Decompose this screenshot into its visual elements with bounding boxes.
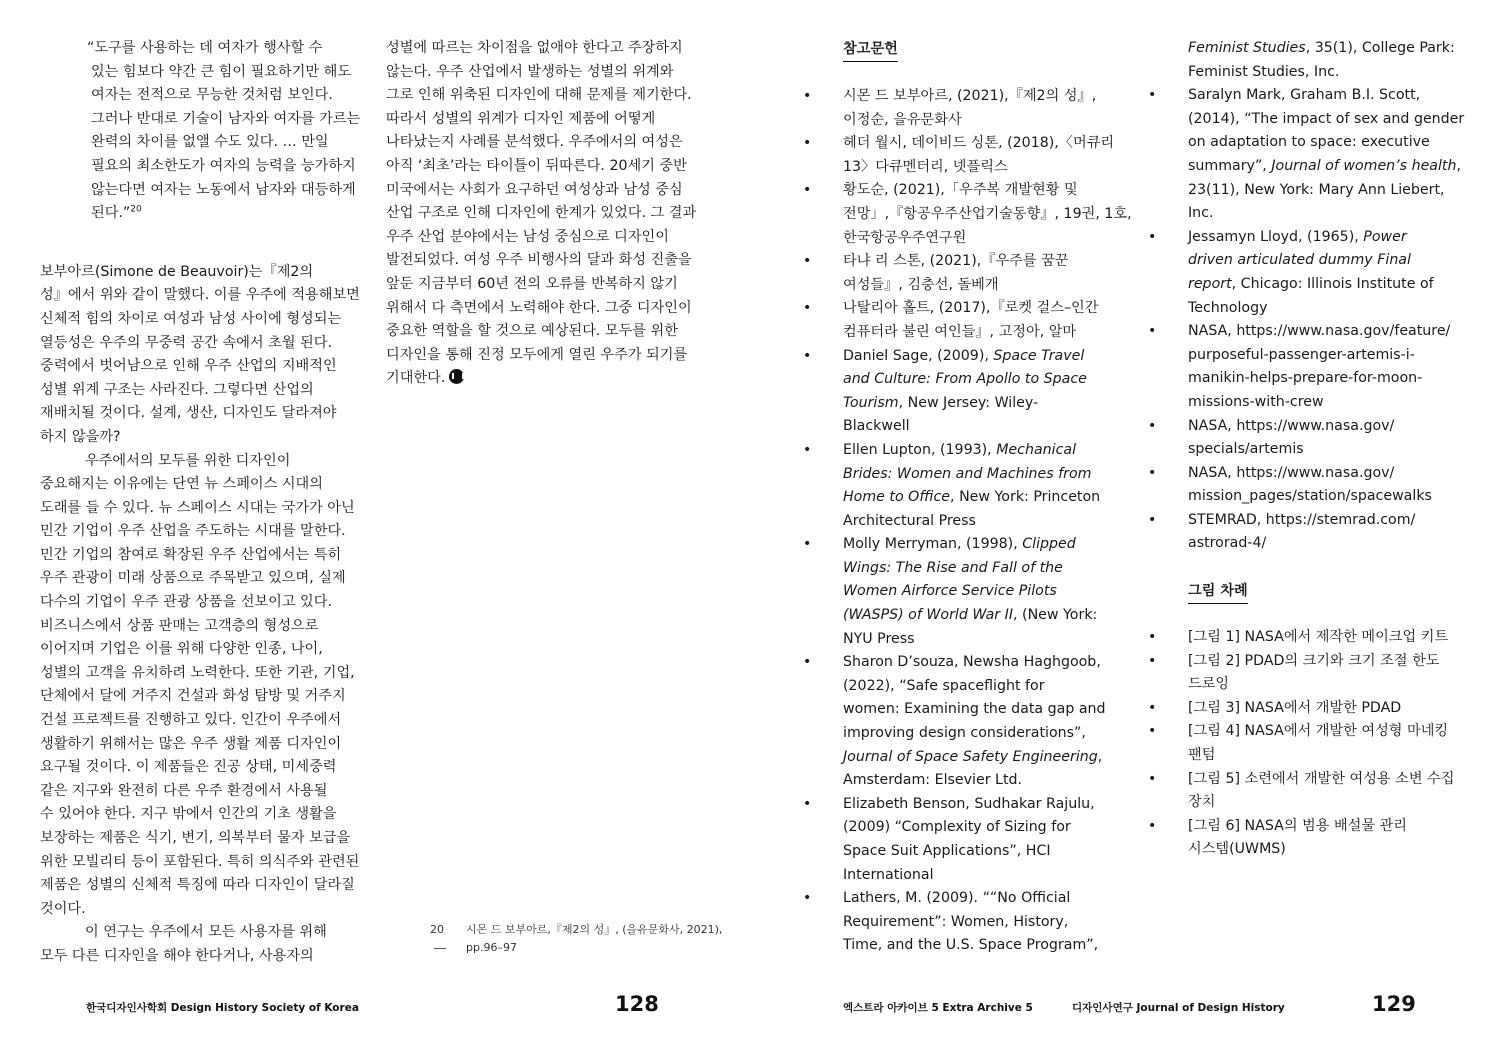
text-segment: summary”, xyxy=(1188,157,1272,174)
quote-line: 여자는 전적으로 무능한 것처럼 보인다. xyxy=(91,87,333,104)
list-item xyxy=(803,250,1133,297)
text-line xyxy=(843,156,1133,180)
text-segment: 전망」,『항공우주산업기술동향』, 19권, 1호, xyxy=(843,205,1132,222)
bullet-icon: • xyxy=(803,795,812,812)
text-segment: 23(11), New York: Mary Ann Liebert, xyxy=(1188,181,1445,198)
text-segment: Inc. xyxy=(1188,205,1214,222)
text-segment: , New Jersey: Wiley- xyxy=(898,394,1039,411)
left-column-1 xyxy=(40,37,370,969)
text-segment: Technology xyxy=(1188,299,1268,316)
text-line xyxy=(1188,273,1478,297)
text-segment: women: Examining the data gap and xyxy=(843,701,1106,718)
text-segment: (2022), “Safe spaceflight for xyxy=(843,677,1045,694)
text-line xyxy=(843,769,1133,793)
quote-line: 않는다면 여자는 노동에서 남자와 대등하게 xyxy=(91,181,356,198)
end-mark-icon xyxy=(449,369,464,384)
references-list xyxy=(1148,84,1478,556)
text-line xyxy=(1188,815,1478,839)
bullet-icon: • xyxy=(1148,652,1157,669)
text-line xyxy=(1188,744,1478,768)
text-segment: 시스템(UWMS) xyxy=(1188,841,1286,858)
text-line: 민간 기업의 참여로 확장된 우주 산업에서는 특히 xyxy=(40,546,342,563)
text-line xyxy=(1188,155,1478,179)
text-line: 보부아르(Simone de Beauvoir)는『제2의 xyxy=(40,263,314,280)
text-line: 도래를 들 수 있다. 뉴 스페이스 시대는 국가가 아닌 xyxy=(40,499,355,516)
text-line: 같은 지구와 완전히 다른 우주 환경에서 사용될 xyxy=(40,782,328,799)
text-line xyxy=(1188,626,1478,650)
list-item xyxy=(1148,509,1478,556)
footnote-text: 시몬 드 보부아르,『제2의 성』, (을유문화사, 2021), xyxy=(466,923,723,936)
text-segment: , (New York: xyxy=(1013,607,1098,624)
list-item xyxy=(803,439,1133,533)
text-line xyxy=(1188,61,1478,85)
text-line: 기대한다. xyxy=(386,370,446,387)
italic-title: Power xyxy=(1363,228,1407,245)
text-line: 이어지며 기업은 이를 위해 다양한 인종, 나이, xyxy=(40,641,323,658)
text-line: 아직 ‘최초’라는 타이틀이 뒤따른다. 20세기 중반 xyxy=(386,157,687,174)
bullet-icon: • xyxy=(1148,723,1157,740)
bullet-icon: • xyxy=(803,135,812,152)
text-line xyxy=(1188,768,1478,792)
text-line: 산업 구조로 인해 디자인에 한계가 있었다. 그 결과 xyxy=(386,205,697,222)
quote-line xyxy=(87,202,370,226)
body-paragraph xyxy=(40,450,370,922)
text-segment: , New York: Princeton xyxy=(950,489,1101,506)
text-line: 중요해지는 이유에는 단연 뉴 스페이스 시대의 xyxy=(40,476,323,493)
text-line xyxy=(843,368,1133,392)
italic-title: Space Travel xyxy=(993,347,1085,364)
text-line: 다수의 기업이 우주 관광 상품을 선보이고 있다. xyxy=(40,594,332,611)
text-line xyxy=(843,297,1133,321)
body-paragraph xyxy=(40,261,370,450)
text-segment: Time, and the U.S. Space Program”, xyxy=(843,937,1099,954)
text-line xyxy=(1188,415,1478,439)
text-line: 위해서 다 측면에서 노력해야 한다. 그중 디자인이 xyxy=(386,299,692,316)
text-line xyxy=(1188,131,1478,155)
text-segment: Feminist Studies, Inc. xyxy=(1188,63,1340,80)
text-line xyxy=(1188,367,1478,391)
text-line xyxy=(1188,791,1478,815)
text-line xyxy=(843,675,1133,699)
italic-title: Tourism xyxy=(843,394,899,411)
text-line xyxy=(1188,697,1478,721)
text-line xyxy=(1188,462,1478,486)
text-line xyxy=(843,557,1133,581)
text-segment: [그림 4] NASA에서 개발한 여성형 마네킹 xyxy=(1188,723,1449,740)
text-line xyxy=(843,793,1133,817)
list-item xyxy=(1148,462,1478,509)
text-line xyxy=(1188,84,1478,108)
text-segment: , xyxy=(1097,748,1103,765)
text-line: 중요한 역할을 할 것으로 예상된다. 모두를 위한 xyxy=(386,323,678,340)
text-line: 따라서 성별의 위계가 디자인 제품에 어떻게 xyxy=(386,110,656,127)
text-line xyxy=(1188,438,1478,462)
list-item xyxy=(1148,226,1478,320)
text-line: 요구될 것이다. 이 제품들은 진공 상태, 미세중력 xyxy=(40,759,337,776)
text-line xyxy=(843,132,1133,156)
italic-title: Journal of Space Safety Engineering xyxy=(843,748,1098,765)
text-line xyxy=(843,533,1133,557)
text-segment: Jessamyn Lloyd, (1965), xyxy=(1188,228,1364,245)
text-segment: 타냐 리 스톤, (2021),『우주를 꿈꾼 xyxy=(843,253,1069,270)
text-segment: (2009) “Complexity of Sizing for xyxy=(843,819,1071,836)
text-segment: , 35(1), College Park: xyxy=(1305,40,1455,56)
text-segment: Requirement”: Women, History, xyxy=(843,913,1069,930)
text-line xyxy=(1188,249,1478,273)
text-line: 발전되었다. 여성 우주 비행사의 달과 화성 진출을 xyxy=(386,252,692,269)
text-segment: 한국항공우주연구원 xyxy=(843,229,967,246)
text-segment: purposeful-passenger-artemis-i- xyxy=(1188,346,1415,363)
text-segment: on adaptation to space: executive xyxy=(1188,134,1430,151)
text-segment: Architectural Press xyxy=(843,512,976,529)
list-item xyxy=(1148,626,1478,650)
text-segment: specials/artemis xyxy=(1188,441,1304,458)
footnote-number: 20 xyxy=(430,921,450,957)
bullet-icon: • xyxy=(1148,629,1157,645)
bullet-icon: • xyxy=(803,182,812,199)
quote-line: 필요의 최소한도가 여자의 능력을 능가하지 xyxy=(91,157,356,174)
text-segment: 이정순, 을유문화사 xyxy=(843,111,962,128)
text-line: 앞둔 지금부터 60년 전의 오류를 반복하지 않기 xyxy=(386,275,678,292)
list-item xyxy=(803,533,1133,651)
footnote-ref[interactable]: 20 xyxy=(130,204,142,215)
text-line: 제품은 성별의 신체적 특징에 따라 디자인이 달라질 xyxy=(40,877,355,894)
text-line xyxy=(1188,202,1478,226)
text-segment: NASA, https://www.nasa.gov/ xyxy=(1188,464,1395,481)
text-segment: Daniel Sage, (2009), xyxy=(843,347,994,364)
text-line xyxy=(843,698,1133,722)
beauvoir-quote xyxy=(40,37,370,226)
text-line xyxy=(843,580,1133,604)
list-item xyxy=(1148,768,1478,815)
bullet-icon: • xyxy=(1148,699,1157,716)
list-item xyxy=(1148,84,1478,226)
bullet-icon: • xyxy=(803,88,812,104)
text-line xyxy=(843,486,1133,510)
text-line xyxy=(843,227,1133,251)
italic-title: Feminist Studies xyxy=(1188,40,1306,56)
bullet-icon: • xyxy=(1148,87,1157,104)
text-line: 디자인을 통해 진정 모두에게 열린 우주가 되기를 xyxy=(386,346,688,363)
text-line: 단체에서 달에 거주지 건설과 화성 탐방 및 거주지 xyxy=(40,688,346,705)
left-column-2 xyxy=(386,37,716,391)
text-line xyxy=(1188,650,1478,674)
text-line xyxy=(843,651,1133,675)
text-segment: Sharon D’souza, Newsha Haghgoob, xyxy=(843,654,1101,671)
text-line: 우주에서의 모두를 위한 디자인이 xyxy=(85,452,291,469)
text-segment: , Chicago: Illinois Institute of xyxy=(1231,275,1434,292)
text-segment: [그림 1] NASA에서 제작한 메이크업 키트 xyxy=(1188,629,1449,645)
list-item xyxy=(1148,815,1478,862)
text-segment: 황도순, (2021),「우주복 개발현황 및 xyxy=(843,182,1078,199)
text-line: 우주 관광이 미래 상품으로 주목받고 있으며, 실제 xyxy=(40,570,346,587)
text-segment: Space Suit Applications”, HCI xyxy=(843,843,1051,859)
text-line xyxy=(1188,297,1478,321)
quote-line: 완력의 차이를 없앨 수도 있다. … 만일 xyxy=(91,134,329,151)
italic-title: Wings: The Rise and Fall of the xyxy=(843,559,1063,576)
page-number-right: 129 xyxy=(1372,992,1416,1016)
list-item xyxy=(1148,697,1478,721)
text-segment: [그림 5] 소련에서 개발한 여성용 소변 수집 xyxy=(1188,770,1455,787)
bullet-icon: • xyxy=(803,441,812,458)
text-line: 것이다. xyxy=(40,900,86,917)
text-segment: improving design considerations”, xyxy=(843,725,1086,742)
italic-title: Home to Office xyxy=(843,489,951,506)
text-segment: Amsterdam: Elsevier Ltd. xyxy=(843,772,1023,789)
text-line: 하지 않을까? xyxy=(40,428,121,445)
text-line xyxy=(843,887,1133,911)
list-item xyxy=(803,651,1133,793)
text-line xyxy=(843,321,1133,345)
list-item xyxy=(803,297,1133,344)
text-line: 성별의 고객을 유치하려 노력한다. 또한 기관, 기업, xyxy=(40,664,355,681)
bullet-icon: • xyxy=(1148,817,1157,834)
text-line: 열등성은 우주의 무중력 공간 속에서 초월 된다. xyxy=(40,334,332,351)
text-segment: Saralyn Mark, Graham B.I. Scott, xyxy=(1188,87,1421,104)
bullet-icon: • xyxy=(803,654,812,671)
text-segment: NASA, https://www.nasa.gov/ xyxy=(1188,417,1395,434)
text-line xyxy=(843,840,1133,864)
text-segment: [그림 2] PDAD의 크기와 크기 조절 한도 xyxy=(1188,652,1440,669)
text-segment: astrorad-4/ xyxy=(1188,535,1267,552)
bullet-icon: • xyxy=(1148,417,1157,434)
bullet-icon: • xyxy=(1148,464,1157,481)
list-item xyxy=(1148,415,1478,462)
bullet-icon: • xyxy=(1148,511,1157,528)
text-line xyxy=(843,746,1133,770)
text-segment: (2014), “The impact of sex and gender xyxy=(1188,110,1465,127)
text-segment: 드로잉 xyxy=(1188,676,1230,693)
text-line xyxy=(1188,838,1478,862)
text-line xyxy=(843,85,1133,109)
quote-line: “도구를 사용하는 데 여자가 행사할 수 xyxy=(87,40,323,56)
text-line xyxy=(1188,532,1478,556)
text-segment: Blackwell xyxy=(843,418,910,435)
text-segment: , xyxy=(1456,157,1462,174)
text-line xyxy=(1188,509,1478,533)
text-line: 미국에서는 사회가 요구하던 여성상과 남성 중심 xyxy=(386,181,683,198)
footer-left-page: 한국디자인사학회 Design History Society of Korea xyxy=(86,1002,359,1014)
text-line: 우주 산업 분야에서는 남성 중심으로 디자인이 xyxy=(386,228,669,245)
text-line xyxy=(843,934,1133,958)
text-line xyxy=(1188,720,1478,744)
bullet-icon: • xyxy=(803,347,812,364)
text-line xyxy=(1188,391,1478,415)
italic-title: report xyxy=(1188,275,1232,292)
footnote-text: pp.96–97 xyxy=(466,941,517,954)
text-segment: Lathers, M. (2009). ““No Official xyxy=(843,890,1071,907)
text-segment: Elizabeth Benson, Sudhakar Rajulu, xyxy=(843,795,1095,812)
quote-line: 있는 힘보다 약간 큰 힘이 필요하기만 해도 xyxy=(91,63,352,80)
text-line xyxy=(843,109,1133,133)
text-line: 수 있어야 한다. 지구 밖에서 인간의 기초 생활을 xyxy=(40,806,337,823)
text-segment: 13〉다큐멘터리, 넷플릭스 xyxy=(843,158,1008,175)
text-line xyxy=(843,203,1133,227)
list-item xyxy=(803,179,1133,250)
text-line: 신체적 힘의 차이로 여성과 남성 사이에 형성되는 xyxy=(40,310,342,327)
text-line: 성별에 따르는 차이점을 없애야 한다고 주장하지 xyxy=(386,40,683,56)
text-line xyxy=(843,274,1133,298)
list-item xyxy=(1148,720,1478,767)
list-item xyxy=(1148,650,1478,697)
text-segment: 나탈리아 홀트, (2017),『로켓 걸스–인간 xyxy=(843,300,1099,317)
italic-title: Clipped xyxy=(1022,536,1076,553)
text-line: 비즈니스에서 상품 판매는 고객층의 형성으로 xyxy=(40,617,319,634)
quote-line-text: 된다.” xyxy=(91,205,131,222)
text-segment: 시몬 드 보부아르, (2021),『제2의 성』, xyxy=(843,88,1097,104)
references-list xyxy=(803,85,1133,958)
list-item xyxy=(803,132,1133,179)
text-line xyxy=(843,864,1133,888)
italic-title: Journal of women’s health xyxy=(1271,157,1457,174)
text-line xyxy=(1188,320,1478,344)
page-number-left: 128 xyxy=(615,992,659,1016)
bullet-icon: • xyxy=(1148,228,1157,245)
text-segment: Ellen Lupton, (1993), xyxy=(843,441,997,458)
text-line xyxy=(1188,37,1478,61)
bullet-icon: • xyxy=(803,253,812,270)
bullet-icon: • xyxy=(803,300,812,317)
text-segment: 장치 xyxy=(1188,794,1216,811)
footer-extra-archive: 엑스트라 아카이브 5 Extra Archive 5 xyxy=(843,1002,1033,1014)
text-segment: NYU Press xyxy=(843,630,915,647)
body-paragraph xyxy=(40,921,370,968)
footer-journal: 디자인사연구 Journal of Design History xyxy=(1072,1002,1285,1014)
bullet-icon: • xyxy=(803,890,812,907)
text-line xyxy=(386,367,716,391)
text-line xyxy=(843,510,1133,534)
text-segment: mission_pages/station/spacewalks xyxy=(1188,488,1432,505)
text-line xyxy=(843,392,1133,416)
text-line: 재배치될 것이다. 설계, 생산, 디자인도 달라져야 xyxy=(40,405,337,422)
text-segment: manikin-helps-prepare-for-moon- xyxy=(1188,370,1423,387)
italic-title: and Culture: From Apollo to Space xyxy=(843,371,1087,388)
text-line: 중력에서 벗어남으로 인해 우주 산업의 지배적인 xyxy=(40,358,337,375)
text-segment: [그림 3] NASA에서 개발한 PDAD xyxy=(1188,699,1402,716)
text-segment: 팬텀 xyxy=(1188,746,1216,763)
text-line xyxy=(843,722,1133,746)
text-line: 나타났는지 사례를 분석했다. 우주에서의 여성은 xyxy=(386,134,683,151)
bullet-icon: • xyxy=(803,536,812,553)
text-line xyxy=(1188,485,1478,509)
text-line xyxy=(1188,108,1478,132)
bullet-icon: • xyxy=(1148,323,1157,340)
text-line xyxy=(843,628,1133,652)
text-segment: Molly Merryman, (1998), xyxy=(843,536,1023,553)
list-item xyxy=(803,793,1133,887)
text-segment: NASA, https://www.nasa.gov/feature/ xyxy=(1188,323,1451,340)
text-line xyxy=(843,250,1133,274)
text-line xyxy=(843,179,1133,203)
text-line: 위한 모빌리티 등이 포함된다. 특히 의식주와 관련된 xyxy=(40,853,360,870)
text-line xyxy=(843,463,1133,487)
text-line: 건설 프로젝트를 진행하고 있다. 인간이 우주에서 xyxy=(40,712,342,729)
references-list-continued xyxy=(1188,37,1478,84)
italic-title: Mechanical xyxy=(996,441,1077,458)
text-line: 성』에서 위와 같이 말했다. 이를 우주에 적용해보면 xyxy=(40,287,360,304)
bullet-icon: • xyxy=(1148,770,1157,787)
text-line xyxy=(1188,226,1478,250)
text-line xyxy=(843,816,1133,840)
italic-title: Women Airforce Service Pilots xyxy=(843,583,1057,600)
text-line: 않는다. 우주 산업에서 발생하는 성별의 위계와 xyxy=(386,63,674,80)
text-line: 그로 인해 위축된 디자인에 대해 문제를 제기한다. xyxy=(386,87,692,104)
text-segment: 컴퓨터라 불린 여인들』, 고정아, 알마 xyxy=(843,323,1077,340)
list-item xyxy=(1148,320,1478,414)
text-line xyxy=(1188,179,1478,203)
italic-title: (WASPS) of World War II xyxy=(843,607,1014,624)
list-item xyxy=(803,85,1133,132)
text-line xyxy=(843,345,1133,369)
text-segment: International xyxy=(843,866,934,883)
text-line xyxy=(843,415,1133,439)
text-segment: missions-with-crew xyxy=(1188,393,1324,410)
text-line xyxy=(1188,673,1478,697)
figures-list xyxy=(1148,626,1478,862)
italic-title: Brides: Women and Machines from xyxy=(843,465,1092,482)
text-segment: STEMRAD, https://stemrad.com/ xyxy=(1188,511,1416,528)
text-segment: 여성들』, 김충선, 돌베개 xyxy=(843,276,999,293)
text-line xyxy=(843,439,1133,463)
text-line: 민간 기업이 우주 산업을 주도하는 시대를 말한다. xyxy=(40,523,346,540)
text-line: 보장하는 제품은 식기, 변기, 의복부터 물자 보급을 xyxy=(40,830,351,846)
text-line: 모두 다른 디자인을 해야 한다거나, 사용자의 xyxy=(40,947,314,964)
text-line: 성별 위계 구조는 사라진다. 그렇다면 산업의 xyxy=(40,381,314,398)
references-heading: 참고문헌 xyxy=(843,40,898,62)
text-line xyxy=(843,604,1133,628)
text-line xyxy=(843,911,1133,935)
italic-title: driven articulated dummy Final xyxy=(1188,252,1411,269)
body-paragraph xyxy=(386,37,716,391)
figures-heading: 그림 차례 xyxy=(1188,582,1248,604)
text-line xyxy=(1188,344,1478,368)
text-segment: [그림 6] NASA의 범용 배설물 관리 xyxy=(1188,817,1407,834)
list-item xyxy=(803,887,1133,958)
quote-line: 그러나 반대로 기술이 남자와 여자를 가르는 xyxy=(91,110,361,127)
text-line: 이 연구는 우주에서 모든 사용자를 위해 xyxy=(85,924,327,941)
text-segment: 헤더 월시, 데이비드 싱톤, (2018),〈머큐리 xyxy=(843,135,1115,152)
text-line: 생활하기 위해서는 많은 우주 생활 제품 디자인이 xyxy=(40,735,342,752)
list-item xyxy=(803,345,1133,439)
